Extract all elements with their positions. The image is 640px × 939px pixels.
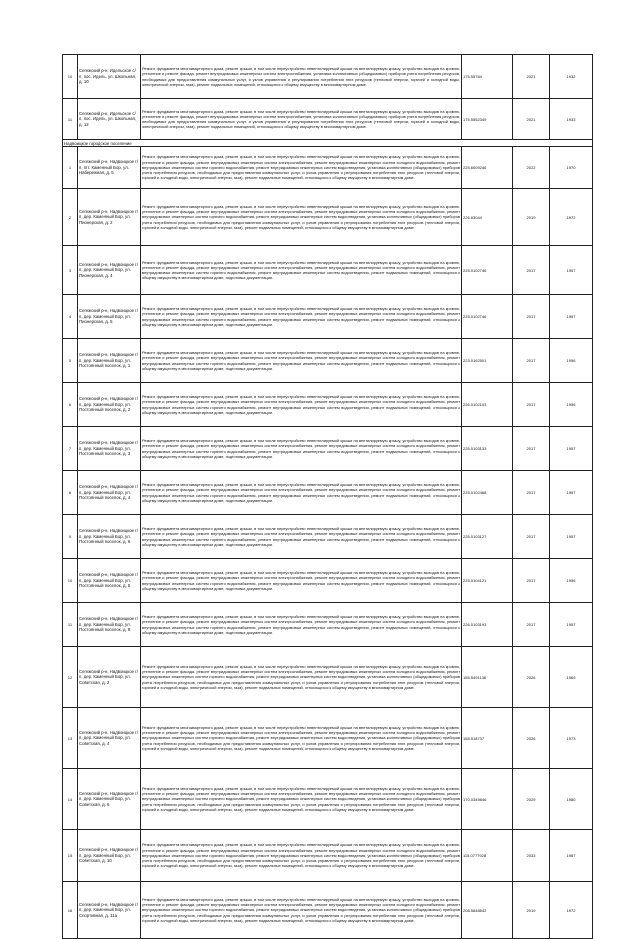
table-row	[63, 339, 593, 383]
row-work-list: Ремонт фундамента многоквартирного дома, ремонт крыши, в том числе переустройство невентилируемой крыши на вентилируемую крышу, устройство выходов на кровлю, утепление и ремонт фасада, ремонт внутридомовых инженерных систем электроснабжения, ремонт внутридомовых инженерных систем холодного водоснабжения, ремонт внутридомовых инженерных систем горячего водоснабжения, ремонт внутридомовых инженерных систем водоотведения, установка коллективных (общедомовых) приборов учета потребления ресурсов, необходимых для предоставления коммунальных услуг, и узлов управления и регулирования потребления этих ресурсов (тепловой энергии, горячей и холодной воды, электрической энергии, газа), ремонт подвальных помещений, относящихся к общему имуществу в многоквартирном доме.	[141, 882, 462, 939]
row-build-year: 1957	[550, 246, 593, 295]
row-cost: 225.0102746	[462, 246, 513, 295]
row-address: Сегежский р-н, Надвоицкое г/п, дер. Каменный Бор, ул. Постоянный поселок, д. 8	[78, 603, 141, 647]
row-cost: 225.0102468	[462, 471, 513, 515]
row-work-list: Ремонт фундамента многоквартирного дома, ремонт крыши, в том числе переустройство невентилируемой крыши на вентилируемую крышу, устройство выходов на кровлю, утепление и ремонт фасада, ремонт внутридомовых инженерных систем электроснабжения, ремонт внутридомовых инженерных систем холодного водоснабжения, ремонт внутридомовых инженерных систем горячего водоснабжения, ремонт внутридомовых инженерных систем водоотведения, установка коллективных (общедомовых) приборов учета потребления ресурсов, необходимых для предоставления коммунальных услуг, и узлов управления и регулирования потребления этих ресурсов (тепловой энергии, горячей и холодной воды, электрической энергии, газа), ремонт подвальных помещений, относящихся к общему имуществу в многоквартирном доме.	[141, 708, 462, 769]
row-work-list: Ремонт фундамента многоквартирного дома, ремонт крыши, в том числе переустройство невентилируемой крыши на вентилируемую крышу, устройство выходов на кровлю, утепление и ремонт фасада, ремонт внутридомовых инженерных систем электроснабжения, ремонт внутридомовых инженерных систем холодного водоснабжения, ремонт внутридомовых инженерных систем горячего водоснабжения, ремонт внутридомовых инженерных систем водоотведения, ремонт подвальных помещений, относящихся к общему имуществу в многоквартирном доме, подготовка документации.	[141, 471, 462, 515]
row-build-year: 1957	[550, 603, 593, 647]
row-cost: 208.5848642	[462, 882, 513, 939]
row-address: Сегежский р-н, Надвоицкое г/п, дер. Каменный Бор, ул. Постоянный поселок, д. 2	[78, 383, 141, 427]
row-number: 10	[63, 559, 78, 603]
table-row	[63, 830, 593, 882]
row-plan-year: 2017	[513, 427, 550, 471]
row-plan-year: 2017	[513, 603, 550, 647]
row-address: Сегежский р-н, Надвоицкое г/п, пгт. Каменный Бор, ул. Набережная, д. 5	[78, 147, 141, 189]
row-cost: 225.6009246	[462, 147, 513, 189]
row-plan-year: 2021	[513, 99, 550, 140]
row-address: Сегежский р-н, Надвоицкое г/п, дер. Каменный Бор, ул. Пионерская, д. 4	[78, 246, 141, 295]
table-row	[63, 427, 593, 471]
row-number: 10	[63, 55, 78, 99]
row-plan-year: 2019	[513, 189, 550, 246]
row-address: Сегежский р-н, Надвоицкое г/п, дер. Каменный Бор, ул. Советская, д. 6	[78, 769, 141, 830]
row-work-list: Ремонт фундамента многоквартирного дома, ремонт крыши, в том числе переустройство невентилируемой крыши на вентилируемую крышу, устройство выходов на кровлю, утепление и ремонт фасада, ремонт внутридомовых инженерных систем электроснабжения, ремонт внутридомовых инженерных систем холодного водоснабжения, ремонт внутридомовых инженерных систем горячего водоснабжения, ремонт внутридомовых инженерных систем водоотведения, установка коллективных (общедомовых) приборов учета потребления ресурсов, необходимых для предоставления коммунальных услуг, и узлов управления и регулирования потребления этих ресурсов (тепловой энергии, горячей и холодной воды, электрической энергии, газа), ремонт подвальных помещений, относящихся к общему имуществу в многоквартирном доме.	[141, 647, 462, 708]
row-build-year: 1980	[550, 769, 593, 830]
row-cost: 225.0102746	[462, 295, 513, 339]
row-address: Сегежский р-н, Надвоицкое г/п, дер. Каменный Бор, ул. Постоянный поселок, д. 5	[78, 559, 141, 603]
row-address: Сегежский р-н, Надвоицкое г/п, дер. Каменный Бор, ул. Постоянный поселок, д. 6	[78, 515, 141, 559]
row-plan-year: 2017	[513, 471, 550, 515]
row-number: 11	[63, 603, 78, 647]
table-row	[63, 55, 593, 99]
row-work-list: Ремонт фундамента многоквартирного дома, ремонт крыши, в том числе переустройство невентилируемой крыши на вентилируемую крышу, устройство выходов на кровлю, утепление и ремонт фасада, ремонт внутридомовых инженерных систем электроснабжения, ремонт внутридомовых инженерных систем холодного водоснабжения, ремонт внутридомовых инженерных систем горячего водоснабжения, ремонт внутридомовых инженерных систем водоотведения, ремонт подвальных помещений, относящихся к общему имуществу в многоквартирном доме, подготовка документации.	[141, 295, 462, 339]
table-row	[63, 189, 593, 246]
table-row	[63, 99, 593, 140]
row-work-list: Ремонт фундамента многоквартирного дома, ремонт крыши, в том числе переустройство невентилируемой крыши на вентилируемую крышу, устройство выходов на кровлю, утепление и ремонт фасада, ремонт внутридомовых инженерных систем электроснабжения, ремонт внутридомовых инженерных систем холодного водоснабжения, ремонт внутридомовых инженерных систем горячего водоснабжения, ремонт внутридомовых инженерных систем водоотведения, ремонт подвальных помещений, относящихся к общему имуществу в многоквартирном доме, подготовка документации.	[141, 559, 462, 603]
row-address: Сегежский р-н, Надвоицкое г/п, дер. Каменный Бор, ул. Постоянный поселок, д. 1	[78, 339, 141, 383]
row-cost: 175.55784	[462, 55, 513, 99]
row-number: 13	[63, 708, 78, 769]
row-address: Сегежский р-н, Надвоицкое г/п, дер. Каменный Бор, ул. Советская, д. 2	[78, 647, 141, 708]
row-build-year: 1956	[550, 339, 593, 383]
row-plan-year: 2022	[513, 147, 550, 189]
row-cost: 155.5491136	[462, 647, 513, 708]
row-work-list: Ремонт фундамента многоквартирного дома, ремонт крыши, в том числе переустройство невентилируемой крыши на вентилируемую крышу, устройство выходов на кровлю, утепление и ремонт фасада, ремонт внутридомовых инженерных систем электроснабжения, ремонт внутридомовых инженерных систем холодного водоснабжения, ремонт внутридомовых инженерных систем горячего водоснабжения, ремонт внутридомовых инженерных систем водоотведения, установка коллективных (общедомовых) приборов учета потребления ресурсов, необходимых для предоставления коммунальных услуг, и узлов управления и регулирования потребления этих ресурсов (тепловой энергии, горячей и холодной воды, электрической энергии, газа), ремонт подвальных помещений, относящихся к общему имуществу в многоквартирном доме.	[141, 830, 462, 882]
row-address: Сегежский р-н, Надвоицкое г/п, дер. Каменный Бор, ул. Постоянный поселок, д. 4	[78, 471, 141, 515]
row-number: 3	[63, 246, 78, 295]
table-row	[63, 603, 593, 647]
row-build-year: 1956	[550, 559, 593, 603]
row-cost: 175.5552349	[462, 99, 513, 140]
row-work-list: Ремонт фундамента многоквартирного дома, ремонт крыши, в том числе переустройство невентилируемой крыши на вентилируемую крышу, устройство выходов на кровлю, утепление и ремонт фасада, ремонт внутридомовых инженерных систем электроснабжения, ремонт внутридомовых инженерных систем холодного водоснабжения, ремонт внутридомовых инженерных систем горячего водоснабжения, ремонт внутридомовых инженерных систем водоотведения, ремонт подвальных помещений, относящихся к общему имуществу в многоквартирном доме, подготовка документации.	[141, 515, 462, 559]
row-work-list: Ремонт фундамента многоквартирного дома, ремонт крыши, в том числе переустройство невентилируемой крыши на вентилируемую крышу, устройство выходов на кровлю, утепление и ремонт фасада, ремонт внутридомовых инженерных систем электроснабжения, установка коллективных (общедомовых) приборов учета потребления ресурсов, необходимых для предоставления коммунальных услуг, и узлов управления и регулирования потребления этих ресурсов (тепловой энергии, горячей и холодной воды, электрической энергии, газа), ремонт подвальных помещений, относящихся к общему имуществу в многоквартирном доме.	[141, 55, 462, 99]
row-cost: 170.0349846	[462, 769, 513, 830]
row-cost: 225.0103127	[462, 515, 513, 559]
row-cost: 115.0777928	[462, 830, 513, 882]
row-number: 11	[63, 99, 78, 140]
row-work-list: Ремонт фундамента многоквартирного дома, ремонт крыши, в том числе переустройство невентилируемой крыши на вентилируемую крышу, устройство выходов на кровлю, утепление и ремонт фасада, ремонт внутридомовых инженерных систем электроснабжения, ремонт внутридомовых инженерных систем холодного водоснабжения, ремонт внутридомовых инженерных систем горячего водоснабжения, ремонт внутридомовых инженерных систем водоотведения, ремонт подвальных помещений, относящихся к общему имуществу в многоквартирном доме, подготовка документации.	[141, 246, 462, 295]
row-build-year: 1972	[550, 189, 593, 246]
row-number: 2	[63, 189, 78, 246]
row-number: 16	[63, 882, 78, 939]
row-work-list: Ремонт фундамента многоквартирного дома, ремонт крыши, в том числе переустройство невентилируемой крыши на вентилируемую крышу, устройство выходов на кровлю, утепление и ремонт фасада, ремонт внутридомовых инженерных систем электроснабжения, установка коллективных (общедомовых) приборов учета потребления ресурсов, необходимых для предоставления коммунальных услуг, и узлов управления и регулирования потребления этих ресурсов (тепловой энергии, горячей и холодной воды, электрической энергии, газа), ремонт подвальных помещений, относящихся к общему имуществу в многоквартирном доме.	[141, 99, 462, 140]
row-number: 1	[63, 147, 78, 189]
row-number: 8	[63, 471, 78, 515]
row-cost: 226.63044	[462, 189, 513, 246]
row-work-list: Ремонт фундамента многоквартирного дома, ремонт крыши, в том числе переустройство невентилируемой крыши на вентилируемую крышу, устройство выходов на кровлю, утепление и ремонт фасада, ремонт внутридомовых инженерных систем электроснабжения, ремонт внутридомовых инженерных систем холодного водоснабжения, ремонт внутридомовых инженерных систем горячего водоснабжения, ремонт внутридомовых инженерных систем водоотведения, установка коллективных (общедомовых) приборов учета потребления ресурсов, необходимых для предоставления коммунальных услуг, и узлов управления и регулирования потребления этих ресурсов (тепловой энергии, горячей и холодной воды, электрической энергии, газа), ремонт подвальных помещений, относящихся к общему имуществу в многоквартирном доме.	[141, 769, 462, 830]
table-row	[63, 769, 593, 830]
row-build-year: 1932	[550, 55, 593, 99]
row-build-year: 1973	[550, 708, 593, 769]
table-row	[63, 147, 593, 189]
row-work-list: Ремонт фундамента многоквартирного дома, ремонт крыши, в том числе переустройство невентилируемой крыши на вентилируемую крышу, устройство выходов на кровлю, утепление и ремонт фасада, ремонт внутридомовых инженерных систем электроснабжения, ремонт внутридомовых инженерных систем холодного водоснабжения, ремонт внутридомовых инженерных систем горячего водоснабжения, ремонт внутридомовых инженерных систем водоотведения, установка коллективных (общедомовых) приборов учета потребления ресурсов, необходимых для предоставления коммунальных услуг, и узлов управления и регулирования потребления этих ресурсов (тепловой энергии, горячей и холодной воды, электрической энергии, газа), ремонт подвальных помещений, относящихся к общему имуществу в многоквартирном доме.	[141, 147, 462, 189]
row-build-year: 1957	[550, 515, 593, 559]
row-address: Сегежский р-н, Надвоицкое г/п, дер. Каменный Бор, ул. Спортивная, д. 11а	[78, 882, 141, 939]
row-cost: 223.0162501	[462, 339, 513, 383]
row-build-year: 1970	[550, 147, 593, 189]
row-work-list: Ремонт фундамента многоквартирного дома, ремонт крыши, в том числе переустройство невентилируемой крыши на вентилируемую крышу, устройство выходов на кровлю, утепление и ремонт фасада, ремонт внутридомовых инженерных систем электроснабжения, ремонт внутридомовых инженерных систем холодного водоснабжения, ремонт внутридомовых инженерных систем горячего водоснабжения, ремонт внутридомовых инженерных систем водоотведения, ремонт подвальных помещений, относящихся к общему имуществу в многоквартирном доме, подготовка документации.	[141, 339, 462, 383]
row-build-year: 1956	[550, 383, 593, 427]
section-title: Надвоицкое городское поселение	[63, 140, 593, 147]
section-header-row	[63, 140, 593, 147]
row-plan-year: 2017	[513, 559, 550, 603]
table-row	[63, 295, 593, 339]
row-address: Сегежский р-н, Надвоицкое г/п, дер. Каменный Бор, ул. Пионерская, д. 2	[78, 189, 141, 246]
row-plan-year: 2017	[513, 339, 550, 383]
row-plan-year: 2029	[513, 769, 550, 830]
row-address: Сегежский р-н, Надвоицкое г/п, дер. Каменный Бор, ул. Пионерская, д. 5	[78, 295, 141, 339]
row-plan-year: 2017	[513, 515, 550, 559]
row-number: 7	[63, 427, 78, 471]
row-address: Сегежский р-н, Надвоицкое г/п, дер. Каменный Бор, ул. Советская, д. 4	[78, 708, 141, 769]
row-number: 14	[63, 769, 78, 830]
row-plan-year: 2026	[513, 647, 550, 708]
row-build-year: 1933	[550, 99, 593, 140]
row-number: 12	[63, 647, 78, 708]
row-plan-year: 2026	[513, 708, 550, 769]
row-number: 5	[63, 339, 78, 383]
row-cost: 158.518737	[462, 708, 513, 769]
row-address: Сегежский р-н, Идельское с/п, пос. Идель, ул. Школьная, д. 10	[78, 55, 141, 99]
row-address: Сегежский р-н, Надвоицкое г/п, дер. Каменный Бор, ул. Советская, д. 10	[78, 830, 141, 882]
row-plan-year: 2021	[513, 55, 550, 99]
row-plan-year: 2017	[513, 383, 550, 427]
table-row	[63, 383, 593, 427]
capital-repair-table	[62, 54, 593, 939]
row-build-year: 1969	[550, 647, 593, 708]
row-plan-year: 2019	[513, 882, 550, 939]
row-cost: 225.0104121	[462, 559, 513, 603]
row-address: Сегежский р-н, Надвоицкое г/п, дер. Каменный Бор, ул. Постоянный поселок, д. 3	[78, 427, 141, 471]
row-build-year: 1972	[550, 882, 593, 939]
row-plan-year: 2017	[513, 295, 550, 339]
table-row	[63, 471, 593, 515]
row-work-list: Ремонт фундамента многоквартирного дома, ремонт крыши, в том числе переустройство невентилируемой крыши на вентилируемую крышу, устройство выходов на кровлю, утепление и ремонт фасада, ремонт внутридомовых инженерных систем электроснабжения, ремонт внутридомовых инженерных систем холодного водоснабжения, ремонт внутридомовых инженерных систем горячего водоснабжения, ремонт внутридомовых инженерных систем водоотведения, ремонт подвальных помещений, относящихся к общему имуществу в многоквартирном доме, подготовка документации.	[141, 383, 462, 427]
row-number: 9	[63, 515, 78, 559]
row-plan-year: 2017	[513, 246, 550, 295]
row-number: 6	[63, 383, 78, 427]
row-plan-year: 2033	[513, 830, 550, 882]
row-cost: 226.0102103	[462, 383, 513, 427]
row-build-year: 1957	[550, 295, 593, 339]
table-row	[63, 708, 593, 769]
row-number: 4	[63, 295, 78, 339]
table-row	[63, 559, 593, 603]
table-row	[63, 647, 593, 708]
row-number: 15	[63, 830, 78, 882]
table-body	[63, 55, 593, 939]
table-row	[63, 515, 593, 559]
row-cost: 226.0103193	[462, 603, 513, 647]
row-build-year: 1957	[550, 427, 593, 471]
row-cost: 225.0103133	[462, 427, 513, 471]
table-row	[63, 882, 593, 939]
row-work-list: Ремонт фундамента многоквартирного дома, ремонт крыши, в том числе переустройство невентилируемой крыши на вентилируемую крышу, устройство выходов на кровлю, утепление и ремонт фасада, ремонт внутридомовых инженерных систем электроснабжения, ремонт внутридомовых инженерных систем холодного водоснабжения, ремонт внутридомовых инженерных систем горячего водоснабжения, ремонт внутридомовых инженерных систем водоотведения, ремонт подвальных помещений, относящихся к общему имуществу в многоквартирном доме, подготовка документации.	[141, 427, 462, 471]
row-work-list: Ремонт фундамента многоквартирного дома, ремонт крыши, в том числе переустройство невентилируемой крыши на вентилируемую крышу, устройство выходов на кровлю, утепление и ремонт фасада, ремонт внутридомовых инженерных систем электроснабжения, ремонт внутридомовых инженерных систем холодного водоснабжения, ремонт внутридомовых инженерных систем горячего водоснабжения, ремонт внутридомовых инженерных систем водоотведения, ремонт подвальных помещений, относящихся к общему имуществу в многоквартирном доме, подготовка документации.	[141, 603, 462, 647]
row-build-year: 1987	[550, 830, 593, 882]
row-work-list: Ремонт фундамента многоквартирного дома, ремонт крыши, в том числе переустройство невентилируемой крыши на вентилируемую крышу, устройство выходов на кровлю, утепление и ремонт фасада, ремонт внутридомовых инженерных систем электроснабжения, ремонт внутридомовых инженерных систем холодного водоснабжения, ремонт внутридомовых инженерных систем горячего водоснабжения, ремонт внутридомовых инженерных систем водоотведения, установка коллективных (общедомовых) приборов учета потребления ресурсов, необходимых для предоставления коммунальных услуг, и узлов управления и регулирования потребления этих ресурсов (тепловой энергии, горячей и холодной воды, электрической энергии, газа), ремонт подвальных помещений, относящихся к общему имуществу в многоквартирном доме.	[141, 189, 462, 246]
row-build-year: 1957	[550, 471, 593, 515]
row-address: Сегежский р-н, Идельское с/п, пос. Идель, ул. Школьная, д. 12	[78, 99, 141, 140]
table-row	[63, 246, 593, 295]
